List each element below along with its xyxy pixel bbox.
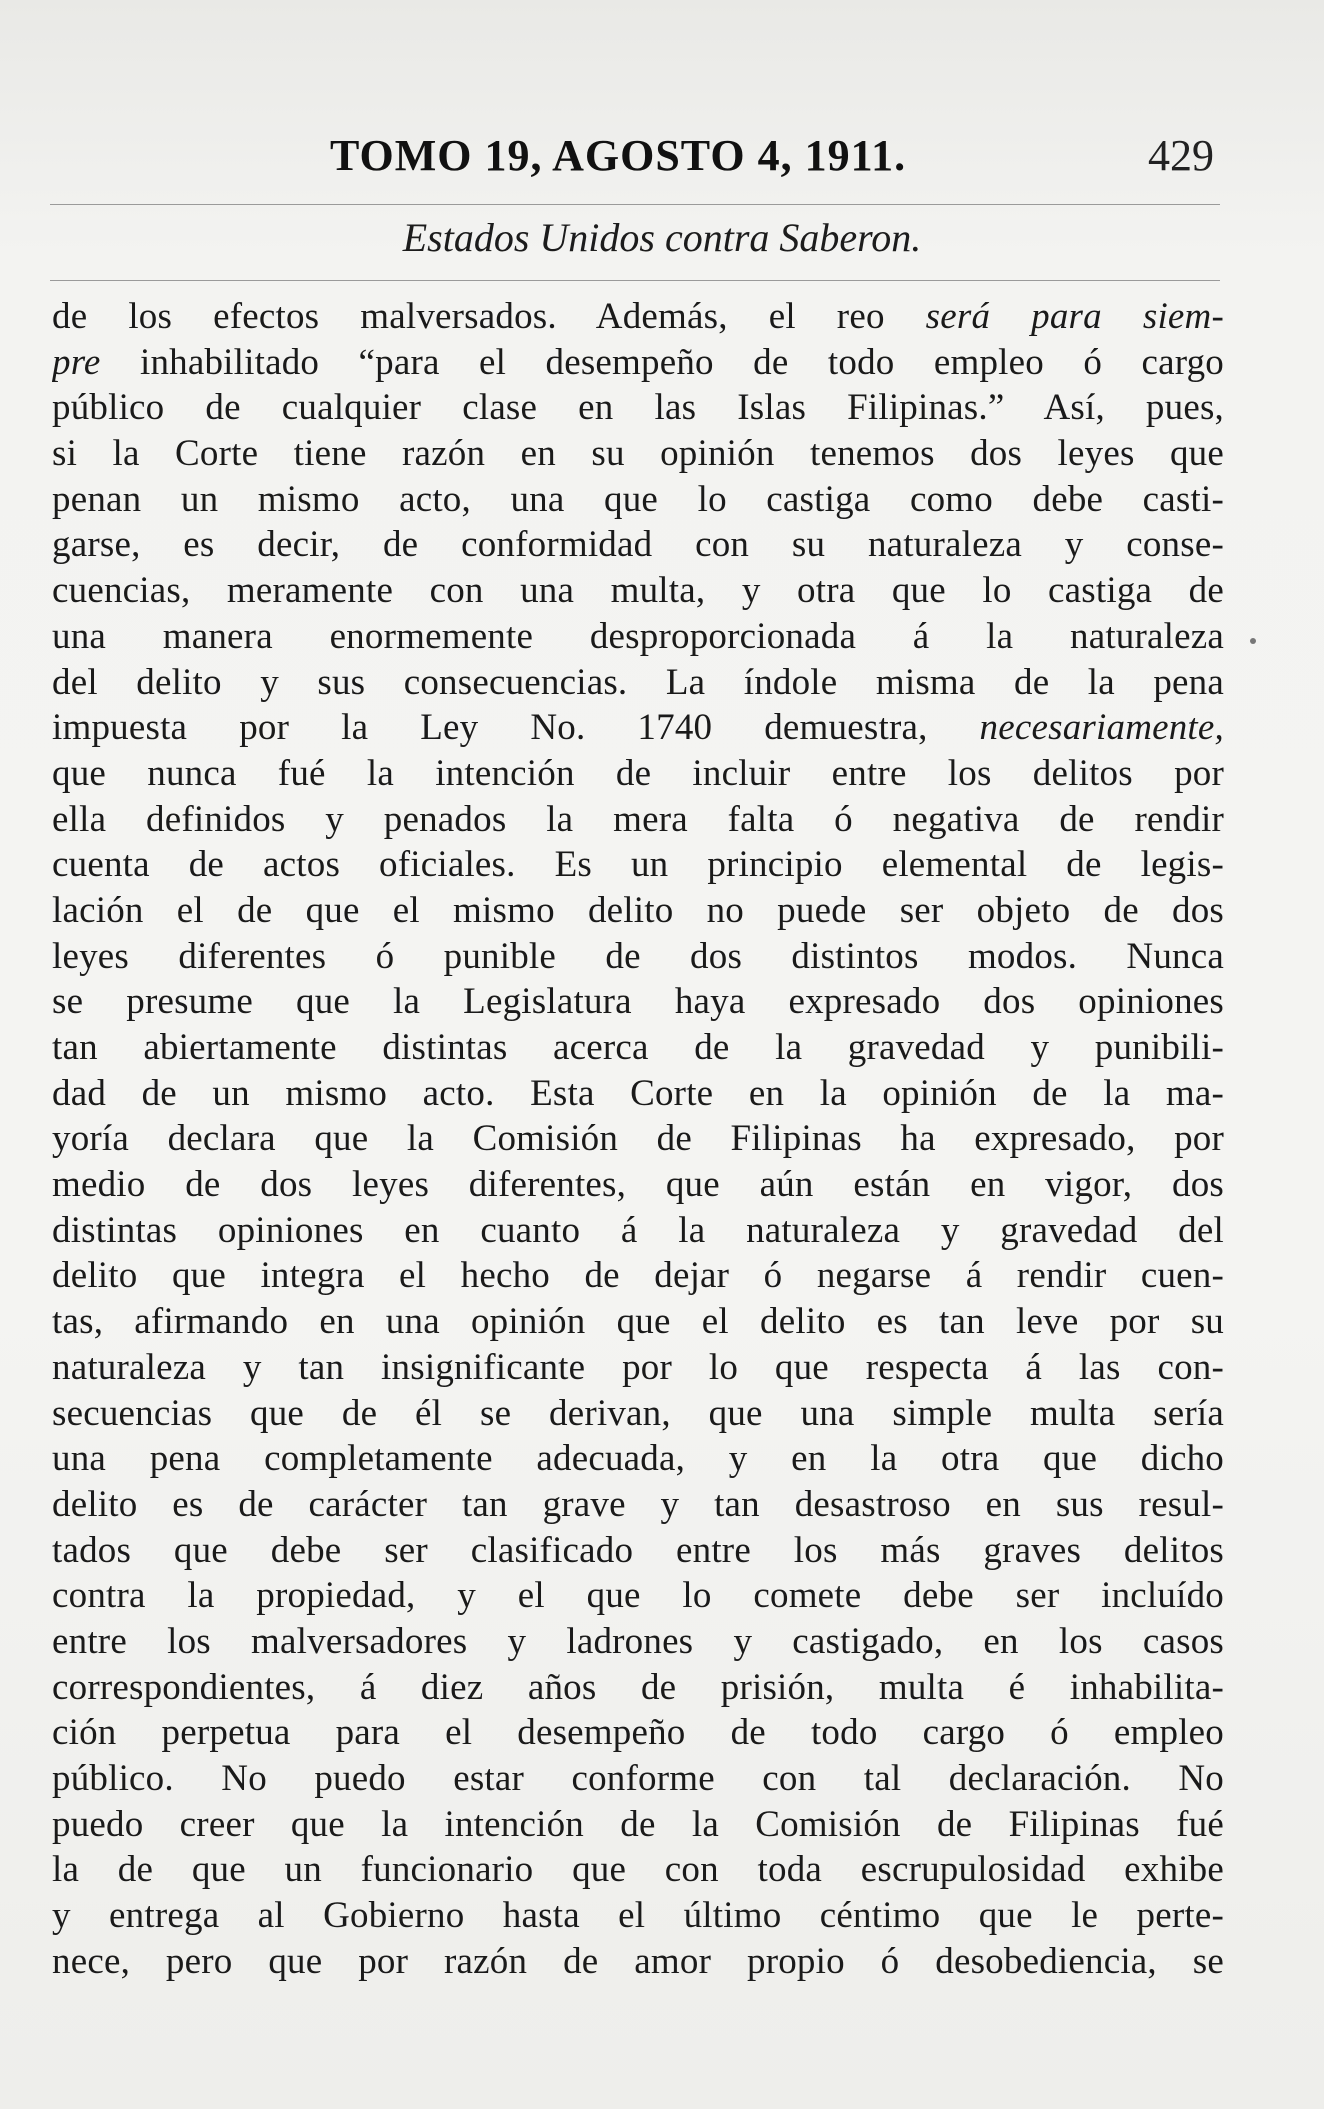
text-line: la de que un funcionario que con toda escrupulosidad exhibe bbox=[52, 1849, 1224, 1891]
text-line: impuesta por la Ley No. 1740 demuestra, necesariamente, bbox=[52, 707, 1224, 749]
text-line: contra la propiedad, y el que lo comete debe ser incluído bbox=[52, 1575, 1224, 1617]
text-line: se presume que la Legislatura haya expresado dos opiniones bbox=[52, 981, 1224, 1023]
running-head: TOMO 19, AGOSTO 4, 1911. bbox=[330, 131, 907, 180]
text-line: cuenta de actos oficiales. Es un principio elemental de legis- bbox=[52, 844, 1224, 886]
text-line: tados que debe ser clasificado entre los más graves delitos bbox=[52, 1529, 1224, 1571]
text-line: del delito y sus consecuencias. La índole misma de la pena bbox=[52, 661, 1224, 703]
text-line: que nunca fué la intención de incluir entre los delitos por bbox=[52, 752, 1224, 794]
text-line: si la Corte tiene razón en su opinión tenemos dos leyes que bbox=[52, 433, 1224, 475]
text-line: secuencias que de él se derivan, que una simple multa sería bbox=[52, 1392, 1224, 1434]
text-line: delito que integra el hecho de dejar ó negarse á rendir cuen- bbox=[52, 1255, 1224, 1297]
body-text bbox=[52, 294, 1224, 1984]
text-line: puedo creer que la intención de la Comisión de Filipinas fué bbox=[52, 1803, 1224, 1845]
text-line: yoría declara que la Comisión de Filipinas ha expresado, por bbox=[52, 1118, 1224, 1160]
text-line: lación el de que el mismo delito no puede ser objeto de dos bbox=[52, 889, 1224, 931]
text-line: leyes diferentes ó punible de dos distintos modos. Nunca bbox=[52, 935, 1224, 977]
text-line: público. No puedo estar conforme con tal declaración. No bbox=[52, 1758, 1224, 1799]
text-line: y entrega al Gobierno hasta el último céntimo que le perte- bbox=[52, 1895, 1224, 1937]
text-line: delito es de carácter tan grave y tan desastroso en sus resul- bbox=[52, 1483, 1224, 1525]
text-line: una manera enormemente desproporcionada á la naturaleza bbox=[52, 615, 1224, 657]
text-line: público de cualquier clase en las Islas Filipinas.” Así, pues, bbox=[52, 387, 1224, 429]
header-rule-top bbox=[50, 204, 1220, 205]
ink-speck bbox=[1250, 638, 1256, 644]
text-line: correspondientes, á diez años de prisión, multa é inhabilita- bbox=[52, 1666, 1224, 1708]
case-title: Estados Unidos contra Saberon. bbox=[402, 215, 922, 260]
text-line: ella definidos y penados la mera falta ó negativa de rendir bbox=[52, 798, 1224, 840]
text-line: dad de un mismo acto. Esta Corte en la opinión de la ma- bbox=[52, 1072, 1224, 1114]
text-line: pre inhabilitado “para el desempeño de todo empleo ó cargo bbox=[52, 341, 1224, 383]
text-line: nece, pero que por razón de amor propio ó desobediencia, se bbox=[52, 1940, 1224, 1982]
text-line: naturaleza y tan insignificante por lo que respecta á las con- bbox=[52, 1346, 1224, 1388]
text-line: una pena completamente adecuada, y en la otra que dicho bbox=[52, 1438, 1224, 1480]
text-line: garse, es decir, de conformidad con su naturaleza y conse- bbox=[52, 524, 1224, 566]
text-line: tan abiertamente distintas acerca de la gravedad y punibili- bbox=[52, 1027, 1224, 1068]
text-line: entre los malversadores y ladrones y castigado, en los casos bbox=[52, 1620, 1224, 1662]
text-line: tas, afirmando en una opinión que el delito es tan leve por su bbox=[52, 1301, 1224, 1343]
page-number: 429 bbox=[1148, 131, 1214, 180]
text-line: penan un mismo acto, una que lo castiga como debe casti- bbox=[52, 478, 1224, 520]
text-line: distintas opiniones en cuanto á la naturaleza y gravedad del bbox=[52, 1209, 1224, 1251]
header-rule-bottom bbox=[50, 280, 1220, 281]
text-line: medio de dos leyes diferentes, que aún están en vigor, dos bbox=[52, 1164, 1224, 1206]
text-line: de los efectos malversados. Además, el reo será para siem- bbox=[52, 296, 1224, 337]
page-header bbox=[0, 130, 1324, 190]
text-line: ción perpetua para el desempeño de todo cargo ó empleo bbox=[52, 1712, 1224, 1754]
text-line: cuencias, meramente con una multa, y otra que lo castiga de bbox=[52, 570, 1224, 612]
